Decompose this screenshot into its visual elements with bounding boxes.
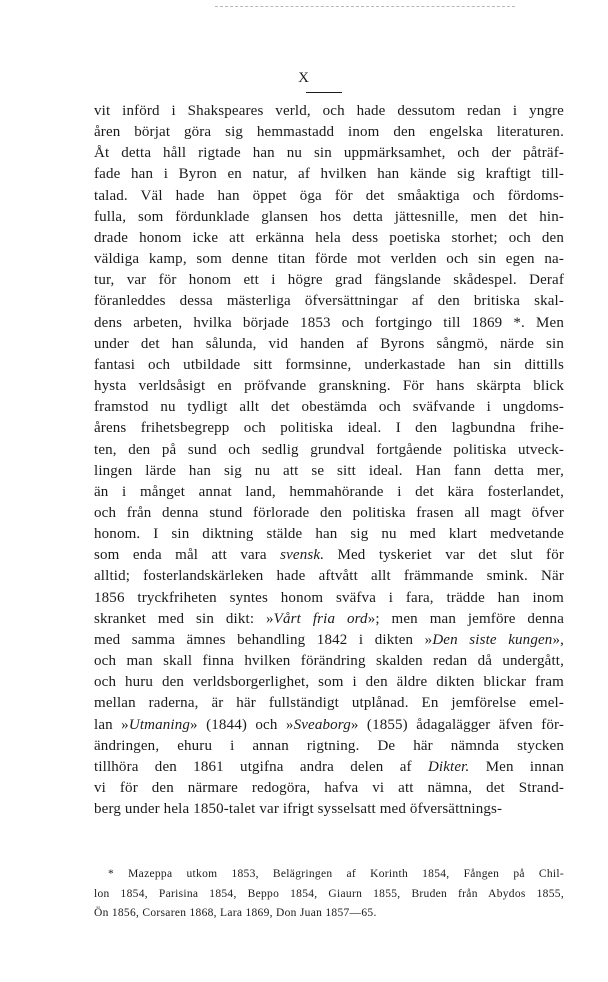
text-line <box>94 778 564 799</box>
text-segment: fulla, som fördunklade glansen hos detta jättesnille, men det hin- <box>94 208 564 225</box>
text-segment: årens frihetsbegrepp och politiska ideal. I den lagbundna frihe- <box>94 420 564 437</box>
text-segment: Med tyskeriet var det slut för <box>324 547 564 564</box>
text-line <box>94 143 564 164</box>
text-segment: vi för den närmare redogöra, hafva vi att nämna, det Strand- <box>94 780 564 796</box>
text-segment: Åt detta håll rigtade han nu sin uppmärksamhet, och der påträf- <box>94 145 564 162</box>
footnote-line: Ön 1856, Corsaren 1868, Lara 1869, Don Juan 1857—65. <box>94 907 377 919</box>
text-line <box>94 207 564 228</box>
text-segment: föranleddes dessa mästerliga öfversättningar af den britiska skal- <box>94 293 564 310</box>
italic-text: Den siste kungen <box>432 631 553 648</box>
text-line <box>94 270 564 291</box>
text-segment: fantasi och utbildade sitt formsinne, underkastade han sin dittills <box>94 356 564 373</box>
text-segment: vit införd i Shakspeares verld, och hade dessutom redan i yngre <box>94 103 564 119</box>
text-segment: », <box>552 631 564 648</box>
text-line <box>94 524 564 545</box>
text-line <box>94 630 564 651</box>
footnote <box>94 865 564 924</box>
footnote-line: * Mazeppa utkom 1853, Belägringen af Korinth 1854, Fången på Chil- <box>108 868 564 880</box>
text-segment: 1856 tryckfriheten syntes honom sväfva i fara, trädde han inom <box>94 589 564 606</box>
text-line <box>94 461 564 482</box>
text-segment: talad. Väl hade han öppet öga för det småaktiga och fördoms- <box>94 187 564 204</box>
text-line <box>94 799 564 820</box>
text-segment: än i månget annat land, hemmahörande i det kära fosterlandet, <box>94 483 564 500</box>
text-line <box>94 672 564 693</box>
text-segment: lingen lärde han sig nu att se sitt ideal. Han fann detta mer, <box>94 462 564 479</box>
text-line <box>94 503 564 524</box>
text-line <box>94 186 564 207</box>
text-line <box>94 588 564 609</box>
text-segment: lan » <box>94 716 129 733</box>
footnote-line: lon 1854, Parisina 1854, Beppo 1854, Giaurn 1855, Bruden från Abydos 1855, <box>94 887 564 900</box>
text-segment: under det han sålunda, vid handen af Byrons sångmö, närde sin <box>94 335 564 352</box>
text-segment: ten, den på sund och sedlig grundval fortgående politiska utveck- <box>94 441 564 458</box>
text-line <box>94 376 564 397</box>
text-segment: Men innan <box>469 758 564 775</box>
text-segment: berg under hela 1850-talet var ifrigt sysselsatt med öfversättnings- <box>94 801 503 818</box>
text-segment: åren börjat göra sig hemmastadd inom den engelska literaturen. <box>94 124 564 141</box>
text-segment: ändringen, ehuru i annan rigtning. De här nämnda stycken <box>94 737 564 754</box>
text-line <box>94 482 564 503</box>
text-line <box>94 418 564 439</box>
text-segment: tur, var för honom ett i högre grad fängslande skådespel. Deraf <box>94 272 564 289</box>
text-line <box>94 440 564 461</box>
italic-text: Vårt fria ord <box>273 610 368 627</box>
page-number-underline <box>306 92 342 93</box>
body-text <box>94 101 564 820</box>
text-segment: och man skall finna hvilken förändring skalden redan då undergått, <box>94 653 564 670</box>
text-segment: drade honom icke att erkänna hela dess poetiska storhet; och den <box>94 229 564 246</box>
top-edge-rule <box>215 6 515 7</box>
italic-text: svensk. <box>280 547 325 564</box>
text-line <box>94 334 564 355</box>
text-line <box>94 566 564 587</box>
text-segment: » (1855) ådagalägger äfven för- <box>350 716 565 733</box>
text-segment: dens arbeten, hvilka började 1853 och fortgingo till 1869 *. Men <box>94 314 564 331</box>
text-segment: tillhöra den 1861 utgifna andra delen af <box>94 758 428 775</box>
text-line <box>94 291 564 312</box>
text-line <box>94 122 564 143</box>
page-number: X <box>298 70 310 86</box>
text-line <box>94 757 564 778</box>
text-line <box>94 693 564 714</box>
text-segment: alltid; fosterlandskärleken hade aftvått allt främmande smink. När <box>94 568 564 585</box>
text-segment: med samma ämnes behandling 1842 i dikten » <box>94 631 433 648</box>
text-segment: som enda mål att vara <box>94 547 281 564</box>
text-line <box>94 545 564 566</box>
text-line <box>94 736 564 757</box>
text-segment: och huru den verldsborgerlighet, som i den äldre dikten blickar fram <box>94 674 564 691</box>
text-segment: mellan raderna, är här fullständigt utplånad. En jemförelse emel- <box>94 695 564 712</box>
text-line <box>94 355 564 376</box>
text-line <box>94 101 564 122</box>
italic-text: Dikter. <box>427 758 470 775</box>
text-line <box>94 609 564 630</box>
text-line <box>94 397 564 418</box>
text-segment: hysta verldsåsigt en pröfvande granskning. För hans skärpta blick <box>94 378 564 395</box>
text-segment: » (1844) och » <box>190 716 294 733</box>
text-line <box>94 651 564 672</box>
italic-text: Sveaborg <box>293 716 351 733</box>
italic-text: Utmaning <box>128 716 191 733</box>
text-segment: och från denna stund förlorade den politiska frasen all magt öfver <box>94 504 564 521</box>
text-line <box>94 249 564 270</box>
text-line <box>94 228 564 249</box>
text-line <box>94 164 564 185</box>
text-line <box>94 313 564 334</box>
text-segment: väldiga kamp, som denne titan förde mot verlden och sin egen na- <box>94 251 564 268</box>
text-segment: skranket med sin dikt: » <box>94 610 274 627</box>
text-segment: »; men man jemföre denna <box>367 610 564 627</box>
text-segment: framstod nu tydligt allt det obestämda och sväfvande i ungdoms- <box>94 399 564 416</box>
text-segment: honom. I sin diktning stälde han sig nu med klart medvetande <box>94 526 564 543</box>
text-segment: fade han i Byron en natur, af hvilken han kände sig kraftigt till- <box>94 166 564 183</box>
text-line <box>94 715 564 736</box>
